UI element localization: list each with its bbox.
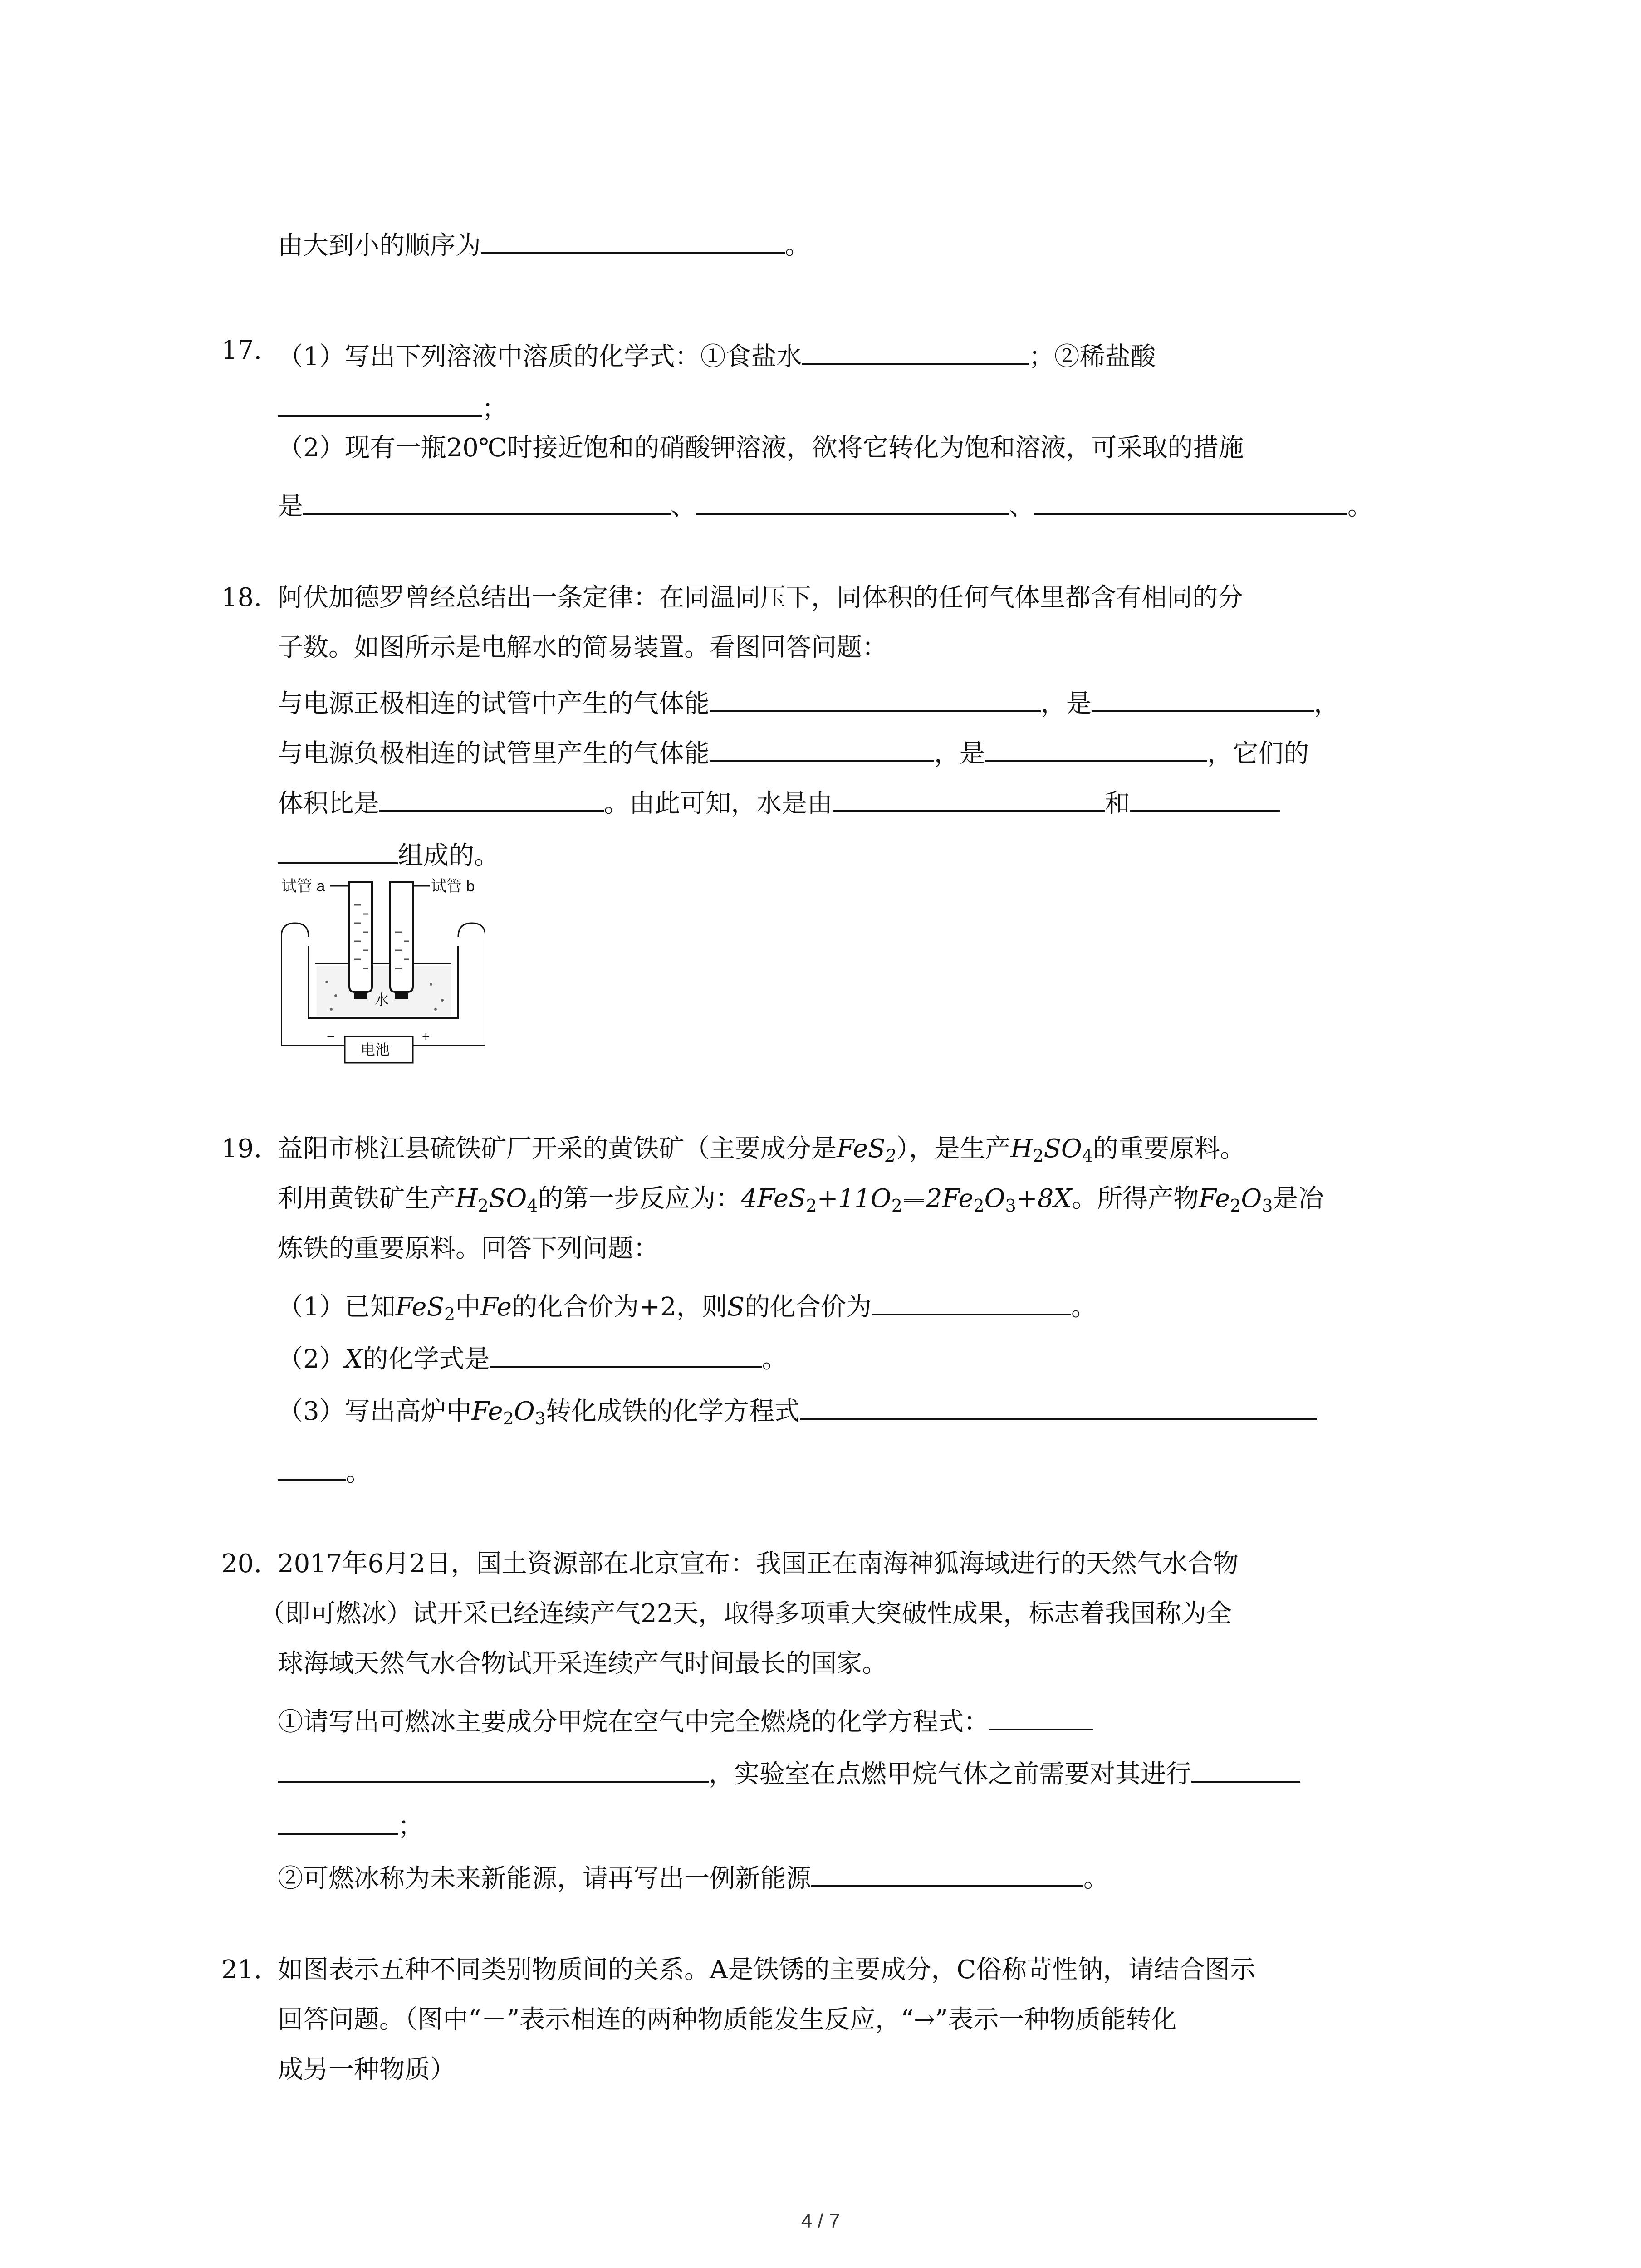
q16-tail-line: 由大到小的顺序为 。 bbox=[278, 227, 810, 259]
q19-line-5: （2）X的化学式是 。 bbox=[278, 1340, 788, 1372]
q18-negative-property-blank[interactable] bbox=[710, 735, 934, 762]
q19-equation-blank-cont[interactable] bbox=[278, 1454, 346, 1481]
plus-label: + bbox=[422, 1029, 430, 1044]
tube-a bbox=[349, 882, 372, 992]
q21-line-3: 成另一种物质） bbox=[278, 2055, 456, 2084]
q16-answer-blank[interactable] bbox=[481, 227, 785, 254]
q18-line-3: 与电源正极相连的试管中产生的气体能 ，是 ， bbox=[278, 685, 1339, 717]
q20-equation-blank-cont[interactable] bbox=[278, 1755, 709, 1783]
q20-equation-blank[interactable] bbox=[989, 1703, 1093, 1730]
q17-salt-water-blank[interactable] bbox=[802, 338, 1029, 365]
q17-line-1: （1）写出下列溶液中溶质的化学式：①食盐水 ；②稀盐酸 bbox=[278, 338, 1156, 370]
q19-number: 19. bbox=[221, 1134, 262, 1163]
q18-line-1: 阿伏加德罗曾经总结出一条定律：在同温同压下，同体积的任何气体里都含有相同的分 bbox=[278, 583, 1243, 612]
q20-new-energy-blank[interactable] bbox=[811, 1860, 1083, 1887]
minus-label: − bbox=[327, 1029, 335, 1044]
q17-hcl-blank[interactable] bbox=[278, 390, 482, 417]
q18-positive-property-blank[interactable] bbox=[710, 685, 1041, 712]
q19-line-4: （1）已知FeS$_2$中Fe的化合价为+2，则S的化合价为 。 bbox=[278, 1288, 1097, 1320]
battery-label: 电池 bbox=[361, 1041, 390, 1058]
q20-line-3: 球海域天然气水合物试开采连续产气时间最长的国家。 bbox=[278, 1649, 887, 1678]
q19-line-2: 利用黄铁矿生产$H_2SO_4$的第一步反应为：$4FeS_2+11O_2$ $2Fe_2O_3+8X$。所得产物$Fe_2O_3$是冶 bbox=[278, 1184, 1324, 1216]
q20-line-2: （即可燃冰）试开采已经连续产气22天，取得多项重大突破性成果，标志着我国称为全 bbox=[260, 1599, 1232, 1628]
q18-negative-gas-blank[interactable] bbox=[985, 735, 1207, 762]
q17-line-3: （2）现有一瓶20℃时接近饱和的硝酸钾溶液，欲将它转化为饱和溶液，可采取的措施 bbox=[278, 433, 1244, 463]
q21-number: 21. bbox=[221, 1955, 262, 1984]
q17-method-blank-1[interactable] bbox=[303, 488, 671, 515]
q18-line-5: 体积比是 。由此可知，水是由 和 bbox=[278, 785, 1280, 816]
q19-line-7: 。 bbox=[278, 1454, 371, 1486]
q18-number: 18. bbox=[221, 583, 262, 612]
tube-b-label: 试管 b bbox=[431, 878, 475, 895]
q19-sulfur-valence-blank[interactable] bbox=[872, 1288, 1071, 1315]
q21-line-1: 如图表示五种不同类别物质间的关系。A是铁锈的主要成分，C俗称苛性钠，请结合图示 bbox=[278, 1955, 1256, 1984]
q17-method-blank-2[interactable] bbox=[696, 488, 1009, 515]
q20-line-4: ①请写出可燃冰主要成分甲烷在空气中完全燃烧的化学方程式： bbox=[278, 1703, 1093, 1735]
tube-a-label: 试管 a bbox=[281, 878, 325, 895]
q19-x-formula-blank[interactable] bbox=[490, 1340, 762, 1368]
water-label: 水 bbox=[374, 992, 389, 1008]
q19-line-3: 炼铁的重要原料。回答下列问题： bbox=[278, 1234, 659, 1263]
q19-line-6: （3）写出高炉中$Fe_2O_3$转化成铁的化学方程式 bbox=[278, 1393, 1317, 1424]
q18-line-6: 组成的。 bbox=[278, 837, 500, 869]
electrolysis-figure bbox=[281, 873, 485, 1073]
q18-positive-gas-blank[interactable] bbox=[1092, 685, 1314, 712]
tube-b bbox=[390, 882, 413, 992]
q20-number: 20. bbox=[221, 1549, 262, 1579]
q20-line-1: 2017年6月2日，国土资源部在北京宣布：我国正在南海神狐海域进行的天然气水合物 bbox=[278, 1549, 1239, 1579]
q17-line-2: ； bbox=[278, 390, 507, 422]
q20-check-blank-cont[interactable] bbox=[278, 1808, 398, 1835]
q18-line-2: 子数。如图所示是电解水的简易装置。看图回答问题： bbox=[278, 633, 887, 662]
q18-element-blank-2-cont[interactable] bbox=[278, 837, 398, 864]
q20-line-5: ，实验室在点燃甲烷气体之前需要对其进行 bbox=[278, 1755, 1300, 1787]
q18-line-4: 与电源负极相连的试管里产生的气体能 ，是 ，它们的 bbox=[278, 735, 1309, 767]
q17-number: 17. bbox=[221, 336, 262, 365]
q19-line-1: 益阳市桃江县硫铁矿厂开采的黄铁矿（主要成分是FeS$_2$），是生产$H_2SO_4$的重要原料。 bbox=[278, 1134, 1245, 1166]
q16-tail-text: 由大到小的顺序为 bbox=[278, 231, 481, 260]
q20-line-6: ； bbox=[278, 1808, 423, 1839]
q19-equation-blank[interactable] bbox=[800, 1393, 1317, 1420]
page-number: 4 / 7 bbox=[801, 2210, 840, 2232]
q20-line-7: ②可燃冰称为未来新能源，请再写出一例新能源 。 bbox=[278, 1860, 1109, 1892]
q20-check-blank[interactable] bbox=[1191, 1755, 1300, 1783]
q18-element-blank-2[interactable] bbox=[1130, 785, 1280, 812]
q18-element-blank-1[interactable] bbox=[833, 785, 1105, 812]
q18-volume-ratio-blank[interactable] bbox=[379, 785, 604, 812]
q17-line-4: 是 、 、 。 bbox=[278, 488, 1373, 519]
q21-line-2: 回答问题。（图中“－”表示相连的两种物质能发生反应，“→”表示一种物质能转化 bbox=[278, 2005, 1177, 2034]
equals-bar bbox=[904, 1199, 924, 1202]
q17-method-blank-3[interactable] bbox=[1034, 488, 1347, 515]
